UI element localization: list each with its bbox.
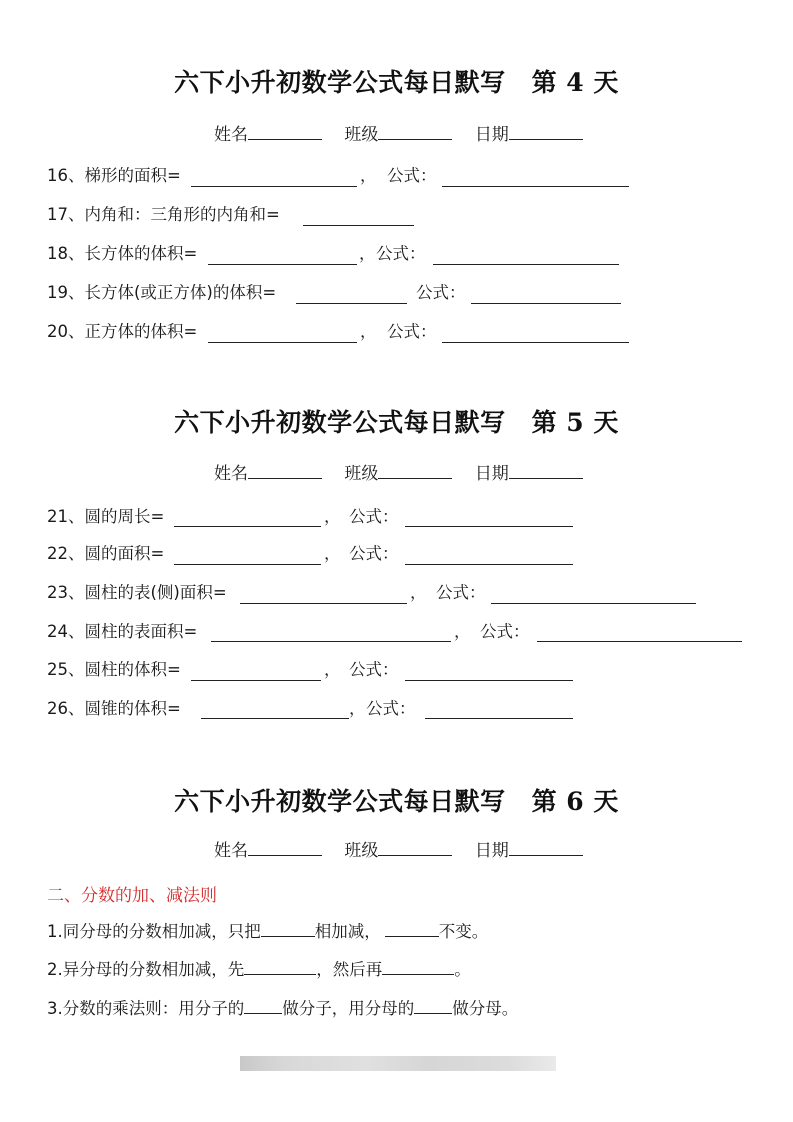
comma: ， (360, 166, 377, 185)
answer-blank[interactable] (208, 342, 357, 343)
date-blank[interactable] (509, 461, 583, 479)
student-info (214, 459, 600, 484)
class-field[interactable] (344, 836, 452, 861)
formula-blank[interactable] (405, 526, 573, 527)
formula-label (376, 243, 426, 265)
day-label: 第 5 天 (531, 408, 619, 437)
formula-label-text: 公式： (349, 544, 399, 563)
rule-3 (47, 997, 518, 1020)
section-heading: 二、分数的加、减法则 (47, 886, 217, 906)
formula-blank[interactable] (433, 264, 619, 265)
date-field[interactable] (475, 459, 583, 484)
question-21 (47, 506, 164, 528)
separator (359, 243, 376, 265)
formula-label-text: 公式： (387, 166, 437, 185)
formula-blank[interactable] (491, 603, 696, 604)
class-blank[interactable] (378, 122, 452, 140)
question-text: 23、圆柱的表(侧)面积= (47, 583, 227, 602)
question-18 (47, 243, 197, 265)
formula-label-text: 公式： (387, 322, 437, 341)
formula-label-text: 公式： (436, 583, 486, 602)
formula-label (387, 321, 437, 343)
name-label: 姓名 (214, 841, 248, 861)
separator (324, 543, 341, 565)
formula-label-text: 公式： (416, 283, 466, 302)
name-label: 姓名 (214, 125, 248, 145)
name-field[interactable] (214, 836, 322, 861)
formula-label-text: 公式： (376, 244, 426, 263)
question-24 (47, 621, 197, 643)
separator (349, 698, 366, 720)
date-field[interactable] (475, 120, 583, 145)
rule-text: 做分子，用分母的 (282, 999, 415, 1018)
question-23 (47, 582, 227, 604)
formula-label (436, 582, 486, 604)
class-field[interactable] (344, 120, 452, 145)
title-text: 六下小升初数学公式每日默写 (174, 408, 506, 437)
formula-label (349, 543, 399, 565)
formula-label (387, 165, 437, 187)
class-field[interactable] (344, 459, 452, 484)
formula-label (366, 698, 416, 720)
rule-1 (47, 920, 488, 943)
formula-label (416, 282, 466, 304)
rule-text: 做分母。 (452, 999, 519, 1018)
formula-label-text: 公式： (366, 699, 416, 718)
page-title (0, 63, 793, 99)
comma: ， (324, 544, 341, 563)
formula-label (349, 506, 399, 528)
formula-blank[interactable] (442, 342, 629, 343)
answer-blank[interactable] (174, 526, 321, 527)
question-text: 18、长方体的体积= (47, 244, 198, 263)
answer-blank[interactable] (414, 997, 452, 1014)
rule-text: 相加减， (314, 922, 381, 941)
name-blank[interactable] (248, 461, 322, 479)
separator (360, 321, 377, 343)
answer-blank[interactable] (240, 603, 407, 604)
question-26 (47, 698, 181, 720)
comma: ， (360, 322, 377, 341)
name-blank[interactable] (248, 122, 322, 140)
question-16 (47, 165, 181, 187)
question-text: 26、圆锥的体积= (47, 699, 181, 718)
answer-blank[interactable] (244, 997, 282, 1014)
rule-text: 不变。 (438, 922, 489, 941)
formula-blank[interactable] (537, 641, 742, 642)
date-label: 日期 (474, 125, 509, 145)
answer-blank[interactable] (382, 958, 454, 975)
comma: ， (349, 699, 366, 718)
question-text: 21、圆的周长= (47, 507, 165, 526)
formula-label (480, 621, 530, 643)
formula-blank[interactable] (405, 564, 573, 565)
rule-text: 1.同分母的分数相加减，只把 (47, 922, 261, 941)
answer-blank[interactable] (244, 958, 316, 975)
rule-2 (47, 958, 471, 981)
separator (410, 582, 427, 604)
day-label: 第 6 天 (531, 787, 619, 816)
name-field[interactable] (214, 459, 322, 484)
blurred-watermark (240, 1056, 556, 1071)
rule-text: 2.异分母的分数相加减，先 (47, 960, 245, 979)
answer-blank[interactable] (296, 303, 407, 304)
formula-blank[interactable] (405, 680, 573, 681)
answer-blank[interactable] (211, 641, 451, 642)
page-title (0, 403, 793, 439)
separator (360, 165, 377, 187)
student-info (214, 120, 600, 145)
formula-label-text: 公式： (480, 622, 530, 641)
name-label: 姓名 (214, 464, 248, 484)
formula-blank[interactable] (471, 303, 621, 304)
date-field[interactable] (475, 836, 583, 861)
date-label: 日期 (474, 841, 509, 861)
answer-blank[interactable] (191, 186, 357, 187)
answer-blank[interactable] (303, 225, 414, 226)
question-text: 17、内角和：三角形的内角和= (47, 205, 280, 224)
page-title (0, 782, 793, 818)
date-label: 日期 (474, 464, 509, 484)
comma: ， (324, 660, 341, 679)
answer-blank[interactable] (208, 264, 357, 265)
class-label: 班级 (344, 464, 379, 484)
formula-label (349, 659, 399, 681)
separator (324, 506, 341, 528)
question-19 (47, 282, 276, 304)
name-field[interactable] (214, 120, 322, 145)
formula-blank[interactable] (425, 718, 573, 719)
title-text: 六下小升初数学公式每日默写 (174, 787, 506, 816)
question-text: 25、圆柱的体积= (47, 660, 181, 679)
question-text: 16、梯形的面积= (47, 166, 181, 185)
answer-blank[interactable] (385, 920, 439, 937)
comma: ， (324, 507, 341, 526)
day-label: 第 4 天 (531, 68, 619, 97)
student-info (214, 836, 600, 861)
answer-blank[interactable] (191, 680, 321, 681)
answer-blank[interactable] (261, 920, 315, 937)
formula-label-text: 公式： (349, 660, 399, 679)
comma: ， (410, 583, 427, 602)
question-text: 20、正方体的体积= (47, 322, 198, 341)
question-17 (47, 204, 280, 226)
formula-blank[interactable] (442, 186, 629, 187)
formula-label-text: 公式： (349, 507, 399, 526)
rule-text: 3.分数的乘法则：用分子的 (47, 999, 245, 1018)
class-label: 班级 (344, 841, 379, 861)
class-blank[interactable] (378, 461, 452, 479)
question-text: 24、圆柱的表面积= (47, 622, 198, 641)
rule-text: ，然后再 (316, 960, 383, 979)
question-22 (47, 543, 164, 565)
question-25 (47, 659, 181, 681)
question-20 (47, 321, 197, 343)
answer-blank[interactable] (201, 718, 349, 719)
class-label: 班级 (344, 125, 379, 145)
answer-blank[interactable] (174, 564, 321, 565)
title-text: 六下小升初数学公式每日默写 (174, 68, 506, 97)
separator (454, 621, 471, 643)
separator (324, 659, 341, 681)
date-blank[interactable] (509, 122, 583, 140)
comma: ， (454, 622, 471, 641)
class-blank[interactable] (378, 838, 452, 856)
question-text: 19、长方体(或正方体)的体积= (47, 283, 277, 302)
name-blank[interactable] (248, 838, 322, 856)
rule-text: 。 (454, 960, 471, 979)
date-blank[interactable] (509, 838, 583, 856)
comma: ， (359, 244, 376, 263)
question-text: 22、圆的面积= (47, 544, 165, 563)
